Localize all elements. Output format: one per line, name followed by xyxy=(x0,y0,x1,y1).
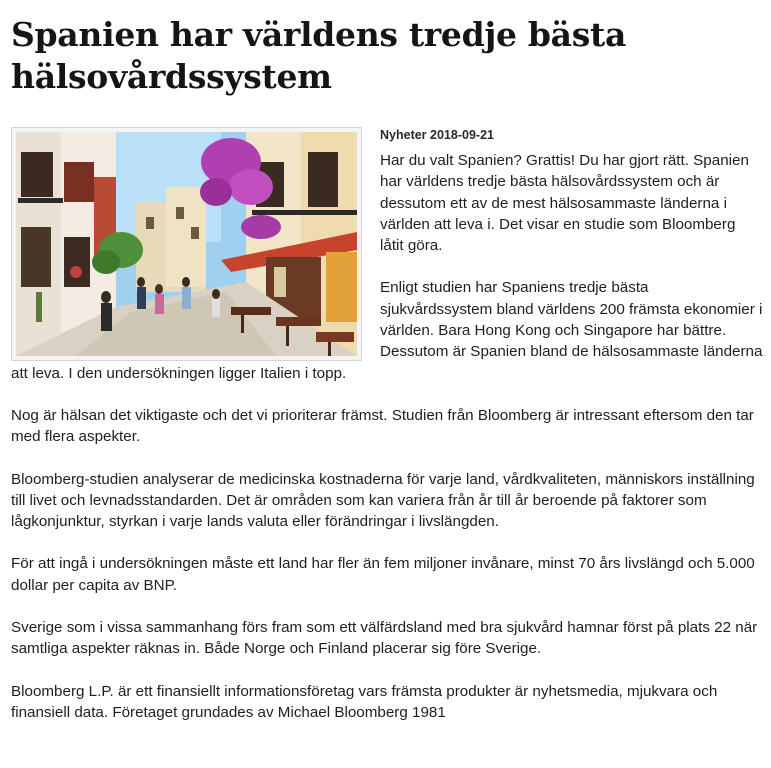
article-headline: Spanien har världens tredje bästa hälsovårdssystem xyxy=(11,15,627,96)
article-paragraph: Nog är hälsan det viktigaste och det vi prioriterar främst. Studien från Bloomberg är intressant eftersom den tar med flera aspekter. xyxy=(11,406,754,446)
street-scene-image xyxy=(16,132,357,356)
article-paragraph: Har du valt Spanien? Grattis! Du har gjort rätt. Spanien har världens tredje bästa hälsovårdssystem och är dessutom ett av de mest hälsosammaste länderna i världen att leva i. Det visar en studie som Bloomberg låtit göra. xyxy=(380,152,749,255)
article-photo xyxy=(11,127,362,361)
article-paragraph: Bloomberg L.P. är ett finansiellt informationsföretag vars främsta produkter är nyhetsmedia, mjukvara och finansiell data. Företaget grundades av Michael Bloomberg 1981 xyxy=(11,682,718,721)
article-paragraph: Enligt studien har Spaniens tredje bästa sjukvårdssystem bland världens 200 främsta ekonomier i världen. Bara Hong Kong och Singapore har bättre. Dessutom är Spanien bland de hälsosammaste länderna att leva. I den undersökningen ligger Italien i topp. xyxy=(11,279,763,382)
article-paragraph: Sverige som i vissa sammanhang förs fram som ett välfärdsland med bra sjukvård hamnar först på plats 22 när samtliga aspekter räknas in. Både Norge och Finland placerar sig före Sverige. xyxy=(11,619,758,658)
article-paragraph: Bloomberg-studien analyserar de medicinska kostnaderna för varje land, vårdkvaliteten, människors inställning till livet och levnadsstandarden. Det är områden som kan variera från år till år beroende på faktorer som lågkonjunktur, styrkan i varje lands valuta eller förändringar i livslängden. xyxy=(11,470,755,531)
article-body xyxy=(11,127,763,723)
article-paragraph: För att ingå i undersökningen måste ett land har fler än fem miljoner invånare, minst 70 års livslängd och 5.000 dollar per capita av BNP. xyxy=(11,555,755,594)
article-category: Nyheter xyxy=(380,128,427,142)
article-date: 2018-09-21 xyxy=(430,128,494,142)
article xyxy=(11,14,763,723)
